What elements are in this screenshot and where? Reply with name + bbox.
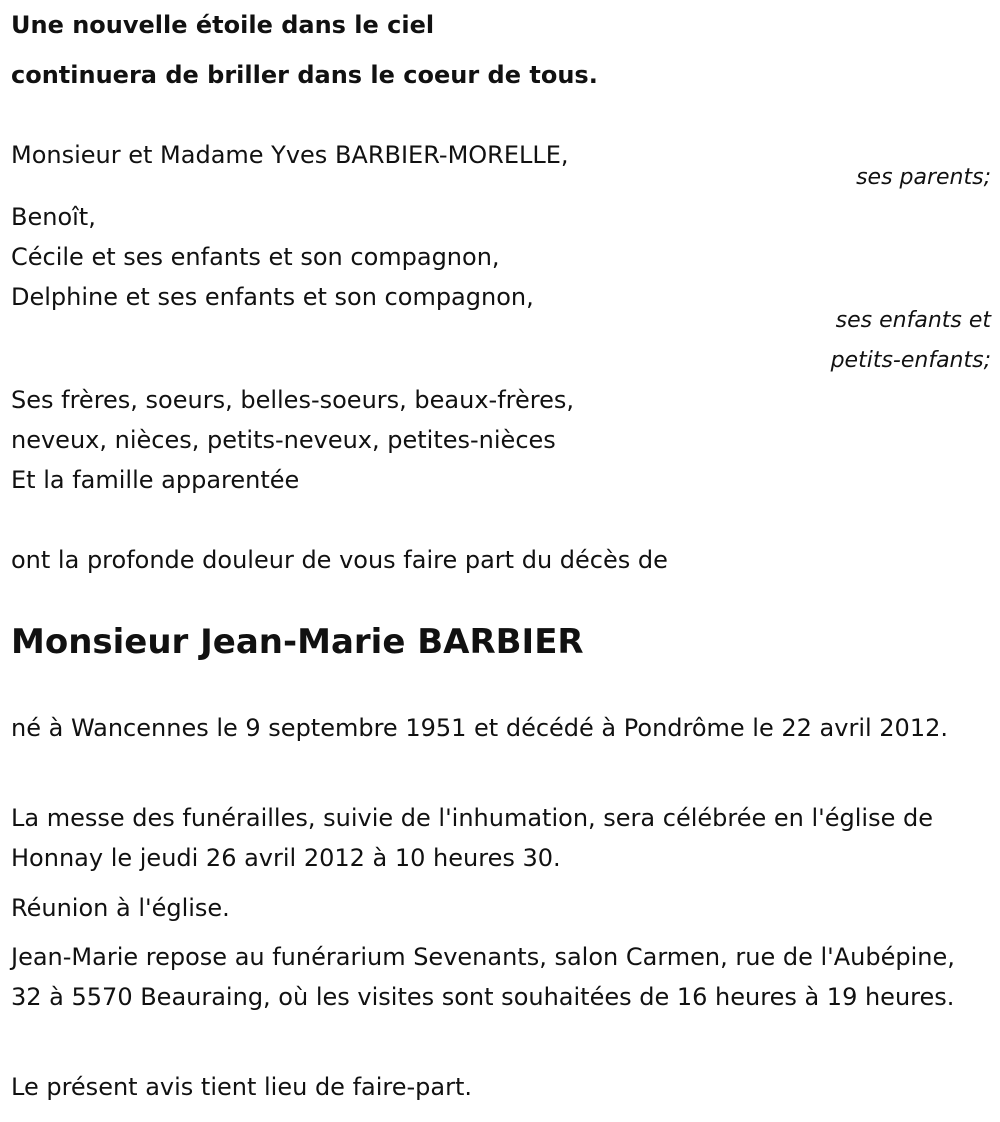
heading-line-2: continuera de briller dans le coeur de tous. (11, 61, 598, 89)
funeral-mass-paragraph: La messe des funérailles, suivie de l'inhumation, sera célébrée en l'église de Honnay le jeudi 26 avril 2012 à 10 heures 30. (11, 804, 933, 872)
meeting-paragraph: Réunion à l'église. (11, 894, 230, 922)
children-role-line-1: ses enfants et (835, 308, 991, 333)
parents-names: Monsieur et Madame Yves BARBIER-MORELLE, (11, 141, 569, 169)
child-3: Delphine et ses enfants et son compagnon, (11, 283, 534, 311)
heading-line-1: Une nouvelle étoile dans le ciel (11, 11, 435, 39)
family-line-2: neveux, nièces, petits-neveux, petites-nièces (11, 426, 556, 454)
child-2: Cécile et ses enfants et son compagnon, (11, 243, 500, 271)
deceased-name: Monsieur Jean-Marie BARBIER (11, 622, 584, 662)
child-1: Benoît, (11, 203, 96, 231)
notice-paragraph: Le présent avis tient lieu de faire-part. (11, 1073, 473, 1101)
family-line-1: Ses frères, soeurs, belles-soeurs, beaux-frères, (11, 386, 574, 414)
announcement-text: ont la profonde douleur de vous faire part du décès de (11, 546, 668, 574)
parents-role: ses parents; (856, 165, 991, 190)
funeral-home-paragraph: Jean-Marie repose au funérarium Sevenants, salon Carmen, rue de l'Aubépine, 32 à 5570 Beauraing, où les visites sont souhaitées de 16 heures à 19 heures. (11, 943, 955, 1011)
children-role-line-2: petits-enfants; (830, 348, 991, 373)
family-line-3: Et la famille apparentée (11, 466, 300, 494)
birth-death-paragraph: né à Wancennes le 9 septembre 1951 et décédé à Pondrôme le 22 avril 2012. (11, 714, 948, 742)
